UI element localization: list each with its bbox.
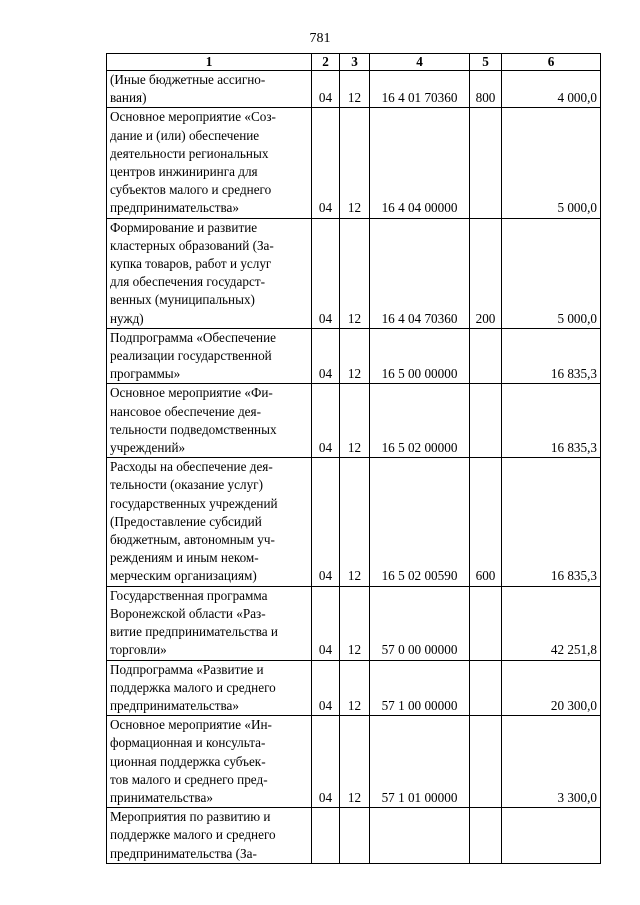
target-article-code: 16 5 02 00590 <box>370 458 470 586</box>
amount: 3 300,0 <box>502 716 601 808</box>
target-article-code: 16 4 04 00000 <box>370 108 470 218</box>
col-header-1: 1 <box>107 54 312 71</box>
budget-table <box>106 53 601 864</box>
amount: 5 000,0 <box>502 218 601 328</box>
expense-type-code <box>470 660 502 716</box>
subsection-code: 12 <box>340 716 370 808</box>
table-row <box>107 328 601 384</box>
section-code: 04 <box>312 716 340 808</box>
subsection-code: 12 <box>340 586 370 660</box>
col-header-4: 4 <box>370 54 470 71</box>
row-name: (Иные бюджетные ассигно- вания) <box>107 71 312 108</box>
target-article-code: 57 0 00 00000 <box>370 586 470 660</box>
amount: 42 251,8 <box>502 586 601 660</box>
section-code: 04 <box>312 71 340 108</box>
section-code: 04 <box>312 660 340 716</box>
expense-type-code <box>470 384 502 458</box>
subsection-code <box>340 808 370 864</box>
page-number: 781 <box>309 31 331 46</box>
table-row <box>107 808 601 864</box>
target-article-code: 16 5 02 00000 <box>370 384 470 458</box>
subsection-code: 12 <box>340 71 370 108</box>
amount: 16 835,3 <box>502 458 601 586</box>
row-name: Основное мероприятие «Фи- нансовое обеспечение дея- тельности подведомственных учреждений» <box>107 384 312 458</box>
subsection-code: 12 <box>340 218 370 328</box>
amount: 4 000,0 <box>502 71 601 108</box>
section-code <box>312 808 340 864</box>
expense-type-code <box>470 108 502 218</box>
subsection-code: 12 <box>340 328 370 384</box>
target-article-code: 57 1 01 00000 <box>370 716 470 808</box>
section-code: 04 <box>312 384 340 458</box>
row-name: Подпрограмма «Развитие и поддержка малого и среднего предпринимательства» <box>107 660 312 716</box>
target-article-code: 16 4 01 70360 <box>370 71 470 108</box>
col-header-5: 5 <box>470 54 502 71</box>
expense-type-code <box>470 586 502 660</box>
section-code: 04 <box>312 458 340 586</box>
target-article-code: 57 1 00 00000 <box>370 660 470 716</box>
expense-type-code: 200 <box>470 218 502 328</box>
row-name: Расходы на обеспечение дея- тельности (оказание услуг) государственных учреждений (Предоставление субсидий бюджетным, автономным уч- реждениям и иным неком- мерческим организациям) <box>107 458 312 586</box>
section-code: 04 <box>312 108 340 218</box>
row-name: Подпрограмма «Обеспечение реализации государственной программы» <box>107 328 312 384</box>
expense-type-code <box>470 808 502 864</box>
row-name: Основное мероприятие «Соз- дание и (или) обеспечение деятельности региональных центров инжиниринга для субъектов малого и среднего предпринимательства» <box>107 108 312 218</box>
section-code: 04 <box>312 218 340 328</box>
target-article-code: 16 4 04 70360 <box>370 218 470 328</box>
amount <box>502 808 601 864</box>
expense-type-code <box>470 716 502 808</box>
table-row <box>107 586 601 660</box>
target-article-code <box>370 808 470 864</box>
amount: 16 835,3 <box>502 384 601 458</box>
table-row <box>107 458 601 586</box>
subsection-code: 12 <box>340 660 370 716</box>
col-header-3: 3 <box>340 54 370 71</box>
table-row <box>107 716 601 808</box>
subsection-code: 12 <box>340 458 370 586</box>
row-name: Мероприятия по развитию и поддержке малого и среднего предпринимательства (За- <box>107 808 312 864</box>
row-name: Основное мероприятие «Ин- формационная и консульта- ционная поддержка субъек- тов малого и среднего пред- принимательства» <box>107 716 312 808</box>
col-header-6: 6 <box>502 54 601 71</box>
expense-type-code: 600 <box>470 458 502 586</box>
table-row <box>107 218 601 328</box>
target-article-code: 16 5 00 00000 <box>370 328 470 384</box>
row-name: Формирование и развитие кластерных образований (За- купка товаров, работ и услуг для обеспечения государст- венных (муниципальных) нужд) <box>107 218 312 328</box>
table-row <box>107 384 601 458</box>
amount: 20 300,0 <box>502 660 601 716</box>
table-row <box>107 71 601 108</box>
section-code: 04 <box>312 586 340 660</box>
amount: 5 000,0 <box>502 108 601 218</box>
subsection-code: 12 <box>340 108 370 218</box>
table-row <box>107 660 601 716</box>
row-name: Государственная программа Воронежской области «Раз- витие предпринимательства и торговли» <box>107 586 312 660</box>
expense-type-code: 800 <box>470 71 502 108</box>
section-code: 04 <box>312 328 340 384</box>
header-row <box>107 54 601 71</box>
expense-type-code <box>470 328 502 384</box>
amount: 16 835,3 <box>502 328 601 384</box>
table-row <box>107 108 601 218</box>
col-header-2: 2 <box>312 54 340 71</box>
subsection-code: 12 <box>340 384 370 458</box>
